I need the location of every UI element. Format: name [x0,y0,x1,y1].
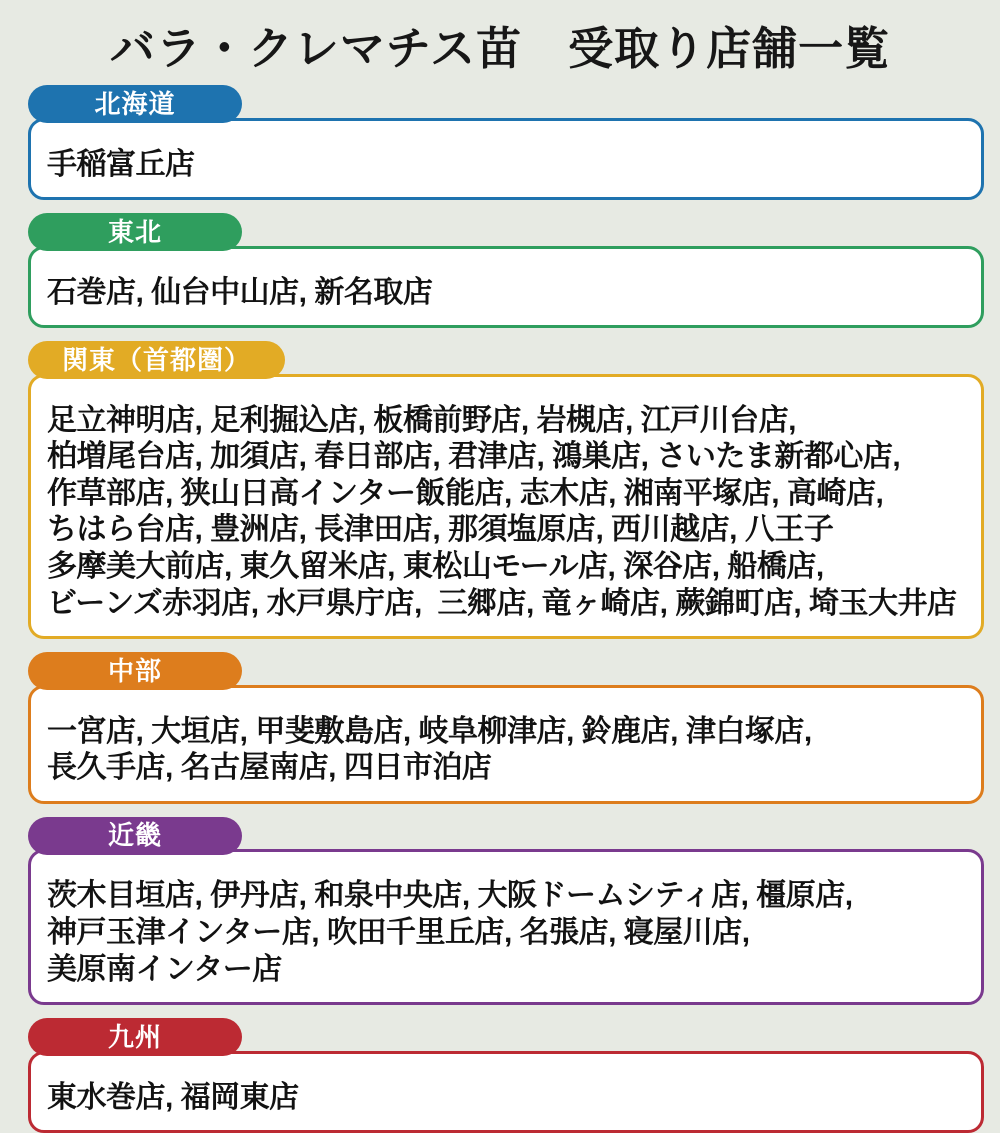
region-tab-chubu [28,652,242,690]
store-list-line: 長久手店, 名古屋南店, 四日市泊店 [47,751,492,785]
store-list-line: 美原南インター店 [47,952,282,986]
region-label: 北海道 [94,88,176,119]
store-list-line: 神戸玉津インター店, 吹田千里丘店, 名張店, 寝屋川店, [47,916,750,950]
region-tab-tohoku [28,213,242,251]
region-store-box-kanto [28,374,984,640]
store-list-line: 足立神明店, 足利掘込店, 板橋前野店, 岩槻店, 江戸川台店, [47,403,797,437]
store-list-line: 石巻店, 仙台中山店, 新名取店 [47,275,433,309]
region-section-kinki [28,817,984,1005]
region-label: 九州 [107,1021,162,1052]
store-list-line: 東水巻店, 福岡東店 [47,1080,299,1114]
region-store-box-tohoku [28,246,984,329]
region-label: 関東（首都圏） [62,344,252,375]
store-list-line: 作草部店, 狭山日高インター飯能店, 志木店, 湘南平塚店, 高崎店, [47,476,884,510]
region-section-kanto [28,341,984,639]
region-tab-hokkaido [28,85,242,123]
region-store-box-chubu [28,685,984,804]
region-tab-kinki [28,817,242,855]
store-list-line: 手稲富丘店 [47,147,195,181]
region-label: 中部 [107,655,162,686]
region-label: 東北 [107,216,162,247]
region-section-tohoku [28,213,984,328]
region-section-kyushu [28,1018,984,1133]
region-tab-kanto [28,341,285,379]
page-title: バラ・クレマチス苗 受取り店舗一覧 [109,23,891,74]
store-list-line: ビーンズ赤羽店, 水戸県庁店, 三郷店, 竜ヶ崎店, 蕨錦町店, 埼玉大井店 [47,586,957,620]
store-list-line: 柏増尾台店, 加須店, 春日部店, 君津店, 鴻巣店, さいたま新都心店, [47,440,901,474]
region-store-box-kinki [28,849,984,1005]
region-tab-kyushu [28,1018,242,1056]
region-label: 近畿 [107,820,162,851]
region-section-chubu [28,652,984,804]
region-section-hokkaido [28,85,984,200]
store-list-line: 茨木目垣店, 伊丹店, 和泉中央店, 大阪ドームシティ店, 橿原店, [47,879,853,913]
store-list-line: 多摩美大前店, 東久留米店, 東松山モール店, 深谷店, 船橋店, [47,550,824,584]
region-store-box-hokkaido [28,118,984,201]
store-list-line: ちはら台店, 豊洲店, 長津田店, 那須塩原店, 西川越店, 八王子 [47,513,834,547]
store-list-line: 一宮店, 大垣店, 甲斐敷島店, 岐阜柳津店, 鈴鹿店, 津白塚店, [47,714,812,748]
region-store-box-kyushu [28,1051,984,1133]
